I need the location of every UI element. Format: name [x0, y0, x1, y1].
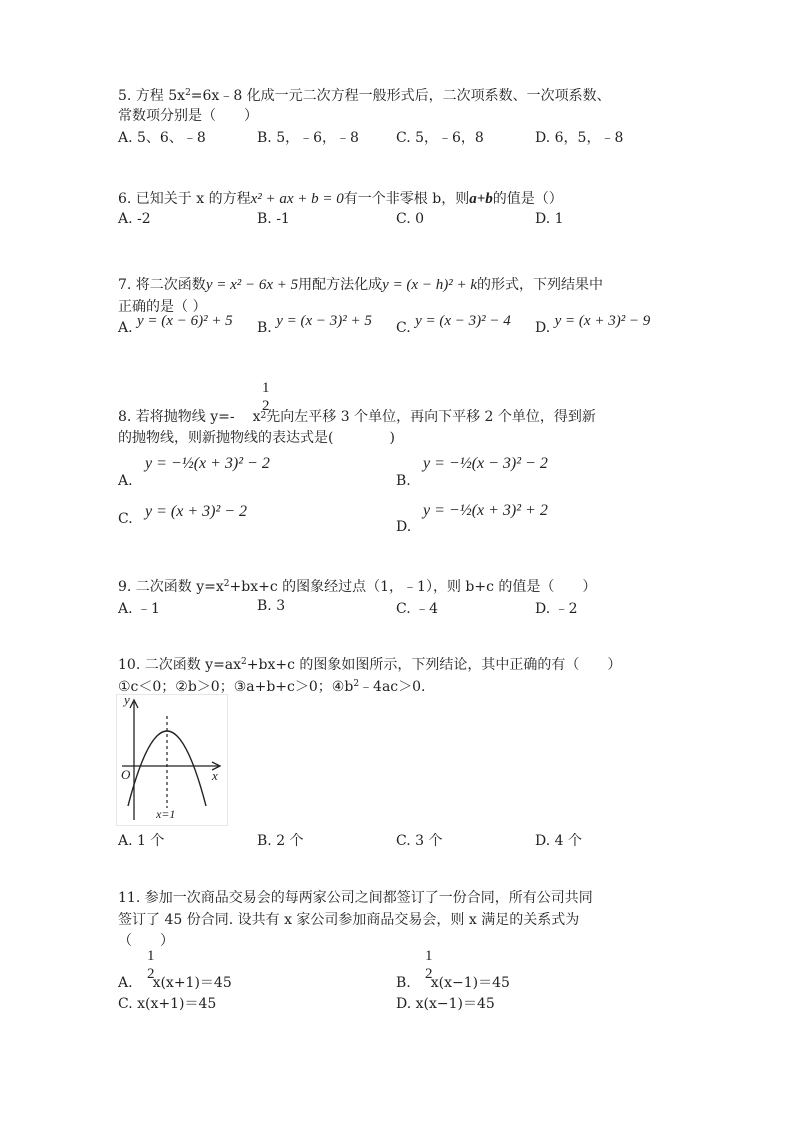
q7-formula-a: y = (x − 6)² + 5	[137, 313, 233, 329]
q10-option-b[interactable]: B. 2 个	[257, 833, 304, 849]
x-label: x	[212, 768, 218, 783]
q7-label-d: D.	[535, 320, 551, 336]
q10-conclusions-sup: 2	[353, 679, 360, 689]
q11-stem-line2: 签订了 45 份合同. 设共有 x 家公司参加商品交易会，则 x 满足的关系式为	[118, 912, 580, 928]
q10-text-a: 10. 二次函数 y=ax	[118, 657, 242, 673]
q7-formula-c: y = (x − 3)² − 4	[415, 313, 511, 329]
q5-text-a: 5. 方程 5x	[118, 88, 186, 104]
q7-text-mid: 用配方法化成	[298, 277, 383, 293]
q10-stem	[118, 654, 621, 674]
q10-text-b: +bx+c 的图象如图所示，下列结论，其中正确的有（ ）	[246, 657, 622, 673]
q8-label-d: D.	[396, 519, 412, 535]
q11-label-c: C.	[118, 996, 133, 1012]
q7-label-b: B.	[257, 320, 272, 336]
q8-label-b: B.	[396, 473, 411, 489]
q6-option-b[interactable]: B. -1	[257, 211, 290, 227]
q6-text-mid: 有一个非零根 b，则	[343, 191, 470, 207]
q7-option-d[interactable]	[535, 313, 651, 337]
q6-expression: a+b	[469, 191, 493, 207]
q11-label-b: B.	[396, 975, 411, 991]
q9-text-b: +bx+c 的图象经过点（1，﹣1），则 b+c 的值是（ ）	[229, 579, 597, 595]
q11-option-c[interactable]	[118, 993, 216, 1013]
q9-text-a: 9. 二次函数 y=x	[118, 579, 224, 595]
q7-formula-b: y = (x − 3)² + 5	[276, 313, 372, 329]
q8-frac-den: 2	[262, 398, 270, 414]
q8-stem	[118, 406, 596, 426]
q7-stem	[118, 274, 603, 294]
q10-conclusions	[118, 676, 426, 696]
q6-option-a[interactable]: A. -2	[118, 211, 151, 227]
q8-option-d[interactable]: y = −½(x + 3)² + 2	[423, 502, 548, 519]
q8-label-c: C.	[118, 511, 133, 527]
q8-x: x	[252, 409, 261, 425]
q10-option-a[interactable]: A. 1 个	[118, 833, 165, 849]
q11-a-frac-num: 1	[147, 948, 155, 964]
q9-sup: 2	[223, 579, 230, 589]
q5-option-a[interactable]: A. 5、6、﹣8	[118, 130, 206, 146]
symmetry-axis-label: x=1	[156, 807, 176, 821]
q5-option-b[interactable]: B. 5，﹣6，﹣8	[257, 130, 359, 146]
q6-text-post: 的值是（）	[492, 191, 563, 207]
q11-stem-line3: （ ）	[118, 933, 174, 949]
q8-sup: 2	[260, 411, 267, 421]
q10-conclusions-a: ①c＜0；②b＞0；③a+b+c＞0；④b	[118, 679, 354, 695]
q10-conclusions-b: ﹣4ac＞0.	[359, 679, 426, 695]
q7-label-a: A.	[118, 320, 133, 336]
q10-option-d[interactable]: D. 4 个	[535, 833, 582, 849]
q11-stem-line1: 11. 参加一次商品交易会的每两家公司之间都签订了一份合同，所有公司共同	[118, 890, 593, 906]
q5-option-c[interactable]: C. 5，﹣6，8	[396, 130, 484, 146]
q7-stem-line2: 正确的是（ ）	[118, 299, 207, 315]
q7-label-c: C.	[396, 320, 411, 336]
q9-option-d[interactable]: D. ﹣2	[535, 601, 578, 617]
q11-option-b[interactable]	[396, 972, 510, 992]
q9-option-c[interactable]: C. ﹣4	[396, 601, 439, 617]
q5-option-d[interactable]: D. 6，5，﹣8	[535, 130, 624, 146]
q6-stem	[118, 188, 563, 208]
q11-option-a[interactable]	[118, 972, 232, 992]
q9-option-a[interactable]: A. ﹣1	[118, 601, 160, 617]
q7-formula-d: y = (x + 3)² − 9	[554, 313, 651, 329]
q11-formula-b: x(x−1)＝45	[430, 975, 510, 991]
q8-label-a: A.	[118, 473, 133, 489]
q7-option-b[interactable]	[257, 313, 372, 337]
q7-option-c[interactable]	[396, 313, 511, 337]
q5-stem	[118, 85, 611, 105]
q11-formula-d: x(x−1)＝45	[415, 996, 495, 1012]
q6-option-c[interactable]: C. 0	[396, 211, 425, 227]
q11-b-frac-den: 2	[425, 966, 433, 982]
q11-label-a: A.	[118, 975, 133, 991]
q11-formula-a: x(x+1)＝45	[152, 975, 232, 991]
q11-formula-c: x(x+1)＝45	[137, 996, 217, 1012]
q8-text-pre: 8. 若将抛物线 y=-	[118, 409, 235, 425]
q6-equation: x² + ax + b = 0	[250, 191, 344, 207]
q8-frac-num: 1	[262, 380, 270, 396]
q8-option-a[interactable]: y = −½(x + 3)² − 2	[145, 455, 270, 472]
q7-text-post: 的形式，下列结果中	[476, 277, 603, 293]
q11-label-d: D.	[396, 996, 412, 1012]
q8-option-c[interactable]: y = (x + 3)² − 2	[145, 503, 248, 520]
q7-text-pre: 7. 将二次函数	[118, 277, 206, 293]
q6-text-pre: 6. 已知关于 x 的方程	[118, 191, 251, 207]
q8-option-b[interactable]: y = −½(x − 3)² − 2	[423, 455, 548, 472]
q9-stem	[118, 576, 596, 596]
q10-option-c[interactable]: C. 3 个	[396, 833, 443, 849]
q5-text-b: =6x﹣8 化成一元二次方程一般形式后，二次项系数、一次项系数、	[190, 88, 611, 104]
origin-label: O	[121, 767, 131, 782]
q8-stem-line2: 的抛物线，则新抛物线的表达式是( )	[118, 430, 395, 446]
q7-option-a[interactable]	[118, 313, 233, 337]
q11-b-frac-num: 1	[425, 948, 433, 964]
q9-option-b[interactable]: B. 3	[257, 598, 286, 614]
q5-stem-line2: 常数项分别是（ ）	[118, 108, 258, 124]
q7-function: y = x² − 6x + 5	[205, 277, 299, 293]
q6-option-d[interactable]: D. 1	[535, 211, 564, 227]
q5-sup: 2	[185, 88, 191, 98]
q11-option-d[interactable]	[396, 993, 495, 1013]
q10-sup: 2	[241, 657, 247, 667]
q11-a-frac-den: 2	[147, 966, 155, 982]
q10-parabola-graph	[116, 694, 228, 826]
q7-vertex-form: y = (x − h)² + k	[382, 277, 477, 293]
y-label: y	[124, 694, 130, 707]
q8-text-post: 先向左平移 3 个单位，再向下平移 2 个单位，得到新	[266, 409, 596, 425]
